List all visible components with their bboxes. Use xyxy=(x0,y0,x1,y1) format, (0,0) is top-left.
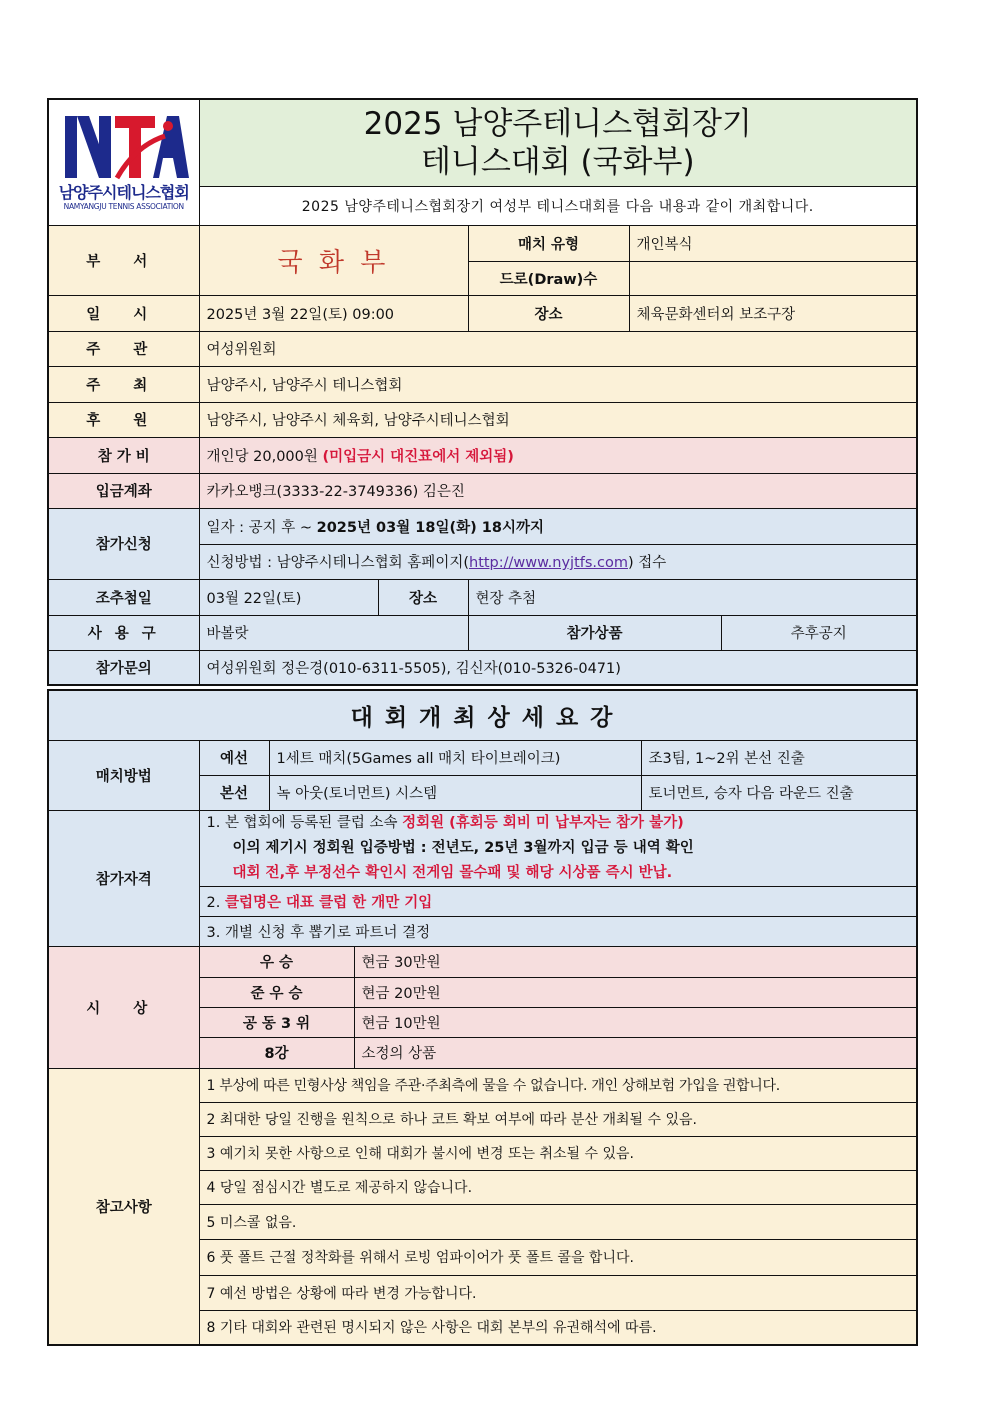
subtitle: 2025 남양주테니스협회장기 여성부 테니스대회를 다음 내용과 같이 개최합니다. xyxy=(199,186,917,225)
qualification-1 xyxy=(199,810,917,886)
award-label: 시 상 xyxy=(48,946,199,1068)
details-section-title: 대 회 개 최 상 세 요 강 xyxy=(48,690,917,740)
draw-place-value: 현장 추첨 xyxy=(468,579,917,615)
host-value: 남양주시, 남양주시 테니스협회 xyxy=(199,366,917,402)
association-logo xyxy=(55,106,193,218)
fee-note: (미입금시 대진표에서 제외됨) xyxy=(322,448,514,465)
organizer-value: 여성위원회 xyxy=(199,331,917,366)
apply-date-deadline: 2025년 03월 18일(화) 18시까지 xyxy=(316,519,544,536)
place-label: 장소 xyxy=(468,295,629,331)
fee-label: 참 가 비 xyxy=(48,437,199,473)
ball-value: 바볼랏 xyxy=(199,615,468,650)
match-method-label: 매치방법 xyxy=(48,740,199,810)
contact-label: 참가문의 xyxy=(48,650,199,685)
title-line-1: 2025 남양주테니스협회장기 xyxy=(363,105,752,142)
notice-document xyxy=(47,98,916,1346)
qualification-1-line2: 이의 제기시 정회원 입증방법 : 전년도, 25년 3월까지 입금 등 내역 확인 xyxy=(232,839,694,856)
note-4: 4 당일 점심시간 별도로 제공하지 않습니다. xyxy=(199,1170,917,1204)
main-label: 본선 xyxy=(199,775,269,810)
prelim-label: 예선 xyxy=(199,740,269,775)
logo-cell xyxy=(48,99,199,225)
qualification-label: 참가자격 xyxy=(48,810,199,946)
prelim-value: 1세트 매치(5Games all 매치 타이브레이크) xyxy=(269,740,641,775)
division-value: 국 화 부 xyxy=(199,225,468,295)
prize-goods-value: 추후공지 xyxy=(721,615,917,650)
note-1: 1 부상에 따른 민형사상 책임을 주관·주최측에 물을 수 없습니다. 개인 상해보험 가입을 권합니다. xyxy=(199,1068,917,1102)
award-rank-4: 8강 xyxy=(199,1037,354,1068)
apply-method-cell xyxy=(199,544,917,579)
sponsor-label: 후 원 xyxy=(48,402,199,437)
account-label: 입금계좌 xyxy=(48,473,199,508)
notes-label: 참고사항 xyxy=(48,1068,199,1345)
note-3: 3 예기치 못한 사항으로 인해 대회가 불시에 변경 또는 취소될 수 있음. xyxy=(199,1136,917,1170)
draw-count-value xyxy=(629,261,917,295)
date-value: 2025년 3월 22일(토) 09:00 xyxy=(199,295,468,331)
apply-method-suffix: ) 접수 xyxy=(628,555,667,571)
main-value: 녹 아웃(토너먼트) 시스템 xyxy=(269,775,641,810)
account-value: 카카오뱅크(3333-22-3749336) 김은진 xyxy=(199,473,917,508)
note-6: 6 풋 폴트 근절 정착화를 위해서 로빙 엄파이어가 풋 폴트 콜을 합니다. xyxy=(199,1239,917,1275)
ball-label: 사 용 구 xyxy=(48,615,199,650)
details-table xyxy=(47,689,918,1346)
draw-count-label: 드로(Draw)수 xyxy=(468,261,629,295)
logo-text-en: NAMYANGJU TENNIS ASSOCIATION xyxy=(63,202,184,212)
fee-value: 개인당 20,000원 xyxy=(206,448,323,465)
note-7: 7 예선 방법은 상황에 따라 변경 가능합니다. xyxy=(199,1275,917,1310)
award-prize-3: 현금 10만원 xyxy=(354,1007,917,1037)
award-rank-1: 우 승 xyxy=(199,946,354,977)
prelim-advance: 조3팀, 1~2위 본선 진출 xyxy=(641,740,917,775)
apply-method-prefix: 신청방법 : 남양주시테니스협회 홈페이지( xyxy=(206,555,469,571)
info-table xyxy=(47,98,918,686)
award-prize-1: 현금 30만원 xyxy=(354,946,917,977)
date-label: 일 시 xyxy=(48,295,199,331)
title-cell xyxy=(199,99,917,186)
match-type-value: 개인복식 xyxy=(629,225,917,261)
draw-date-value: 03월 22일(토) xyxy=(199,579,378,615)
host-label: 주 최 xyxy=(48,366,199,402)
draw-date-label: 조추첨일 xyxy=(48,579,199,615)
place-value: 체육문화센터외 보조구장 xyxy=(629,295,917,331)
qualification-3: 3. 개별 신청 후 뽑기로 파트너 결정 xyxy=(199,916,917,946)
award-rank-2: 준 우 승 xyxy=(199,977,354,1007)
draw-place-label: 장소 xyxy=(378,579,468,615)
apply-date-prefix: 일자 : 공지 후 ~ xyxy=(206,519,317,536)
qualification-2 xyxy=(199,886,917,916)
prize-goods-label: 참가상품 xyxy=(468,615,721,650)
title-line-2: 테니스대회 (국화부) xyxy=(420,143,695,180)
qualification-1-line3: 대회 전,후 부정선수 확인시 전게임 몰수패 및 해당 시상품 즉시 반납. xyxy=(232,864,673,881)
organizer-label: 주 관 xyxy=(48,331,199,366)
homepage-link[interactable]: http://www.nyjtfs.com xyxy=(469,555,628,571)
qualification-2-prefix: 2. xyxy=(206,894,225,911)
fee-cell xyxy=(199,437,917,473)
contact-value: 여성위원회 정은경(010-6311-5505), 김신자(010-5326-0471) xyxy=(199,650,917,685)
award-prize-2: 현금 20만원 xyxy=(354,977,917,1007)
note-5: 5 미스콜 없음. xyxy=(199,1204,917,1239)
qualification-2-red: 클럽명은 대표 클럽 한 개만 기입 xyxy=(224,894,433,911)
logo-text-kr: 남양주시테니스협회 xyxy=(58,183,189,203)
apply-label: 참가신청 xyxy=(48,508,199,579)
sponsor-value: 남양주시, 남양주시 체육회, 남양주시테니스협회 xyxy=(199,402,917,437)
division-label: 부 서 xyxy=(48,225,199,295)
note-2: 2 최대한 당일 진행을 원칙으로 하나 코트 확보 여부에 따라 분산 개최될 수 있음. xyxy=(199,1102,917,1136)
qualification-1-red: 정회원 (휴회등 회비 미 납부자는 참가 불가) xyxy=(402,814,684,831)
note-8: 8 기타 대회와 관련된 명시되지 않은 사항은 대회 본부의 유권해석에 따름. xyxy=(199,1310,917,1345)
apply-date-cell xyxy=(199,508,917,544)
award-rank-3: 공 동 3 위 xyxy=(199,1007,354,1037)
qualification-1-prefix: 1. 본 협회에 등록된 클럽 소속 xyxy=(206,814,403,831)
main-advance: 토너먼트, 승자 다음 라운드 진출 xyxy=(641,775,917,810)
award-prize-4: 소정의 상품 xyxy=(354,1037,917,1068)
match-type-label: 매치 유형 xyxy=(468,225,629,261)
